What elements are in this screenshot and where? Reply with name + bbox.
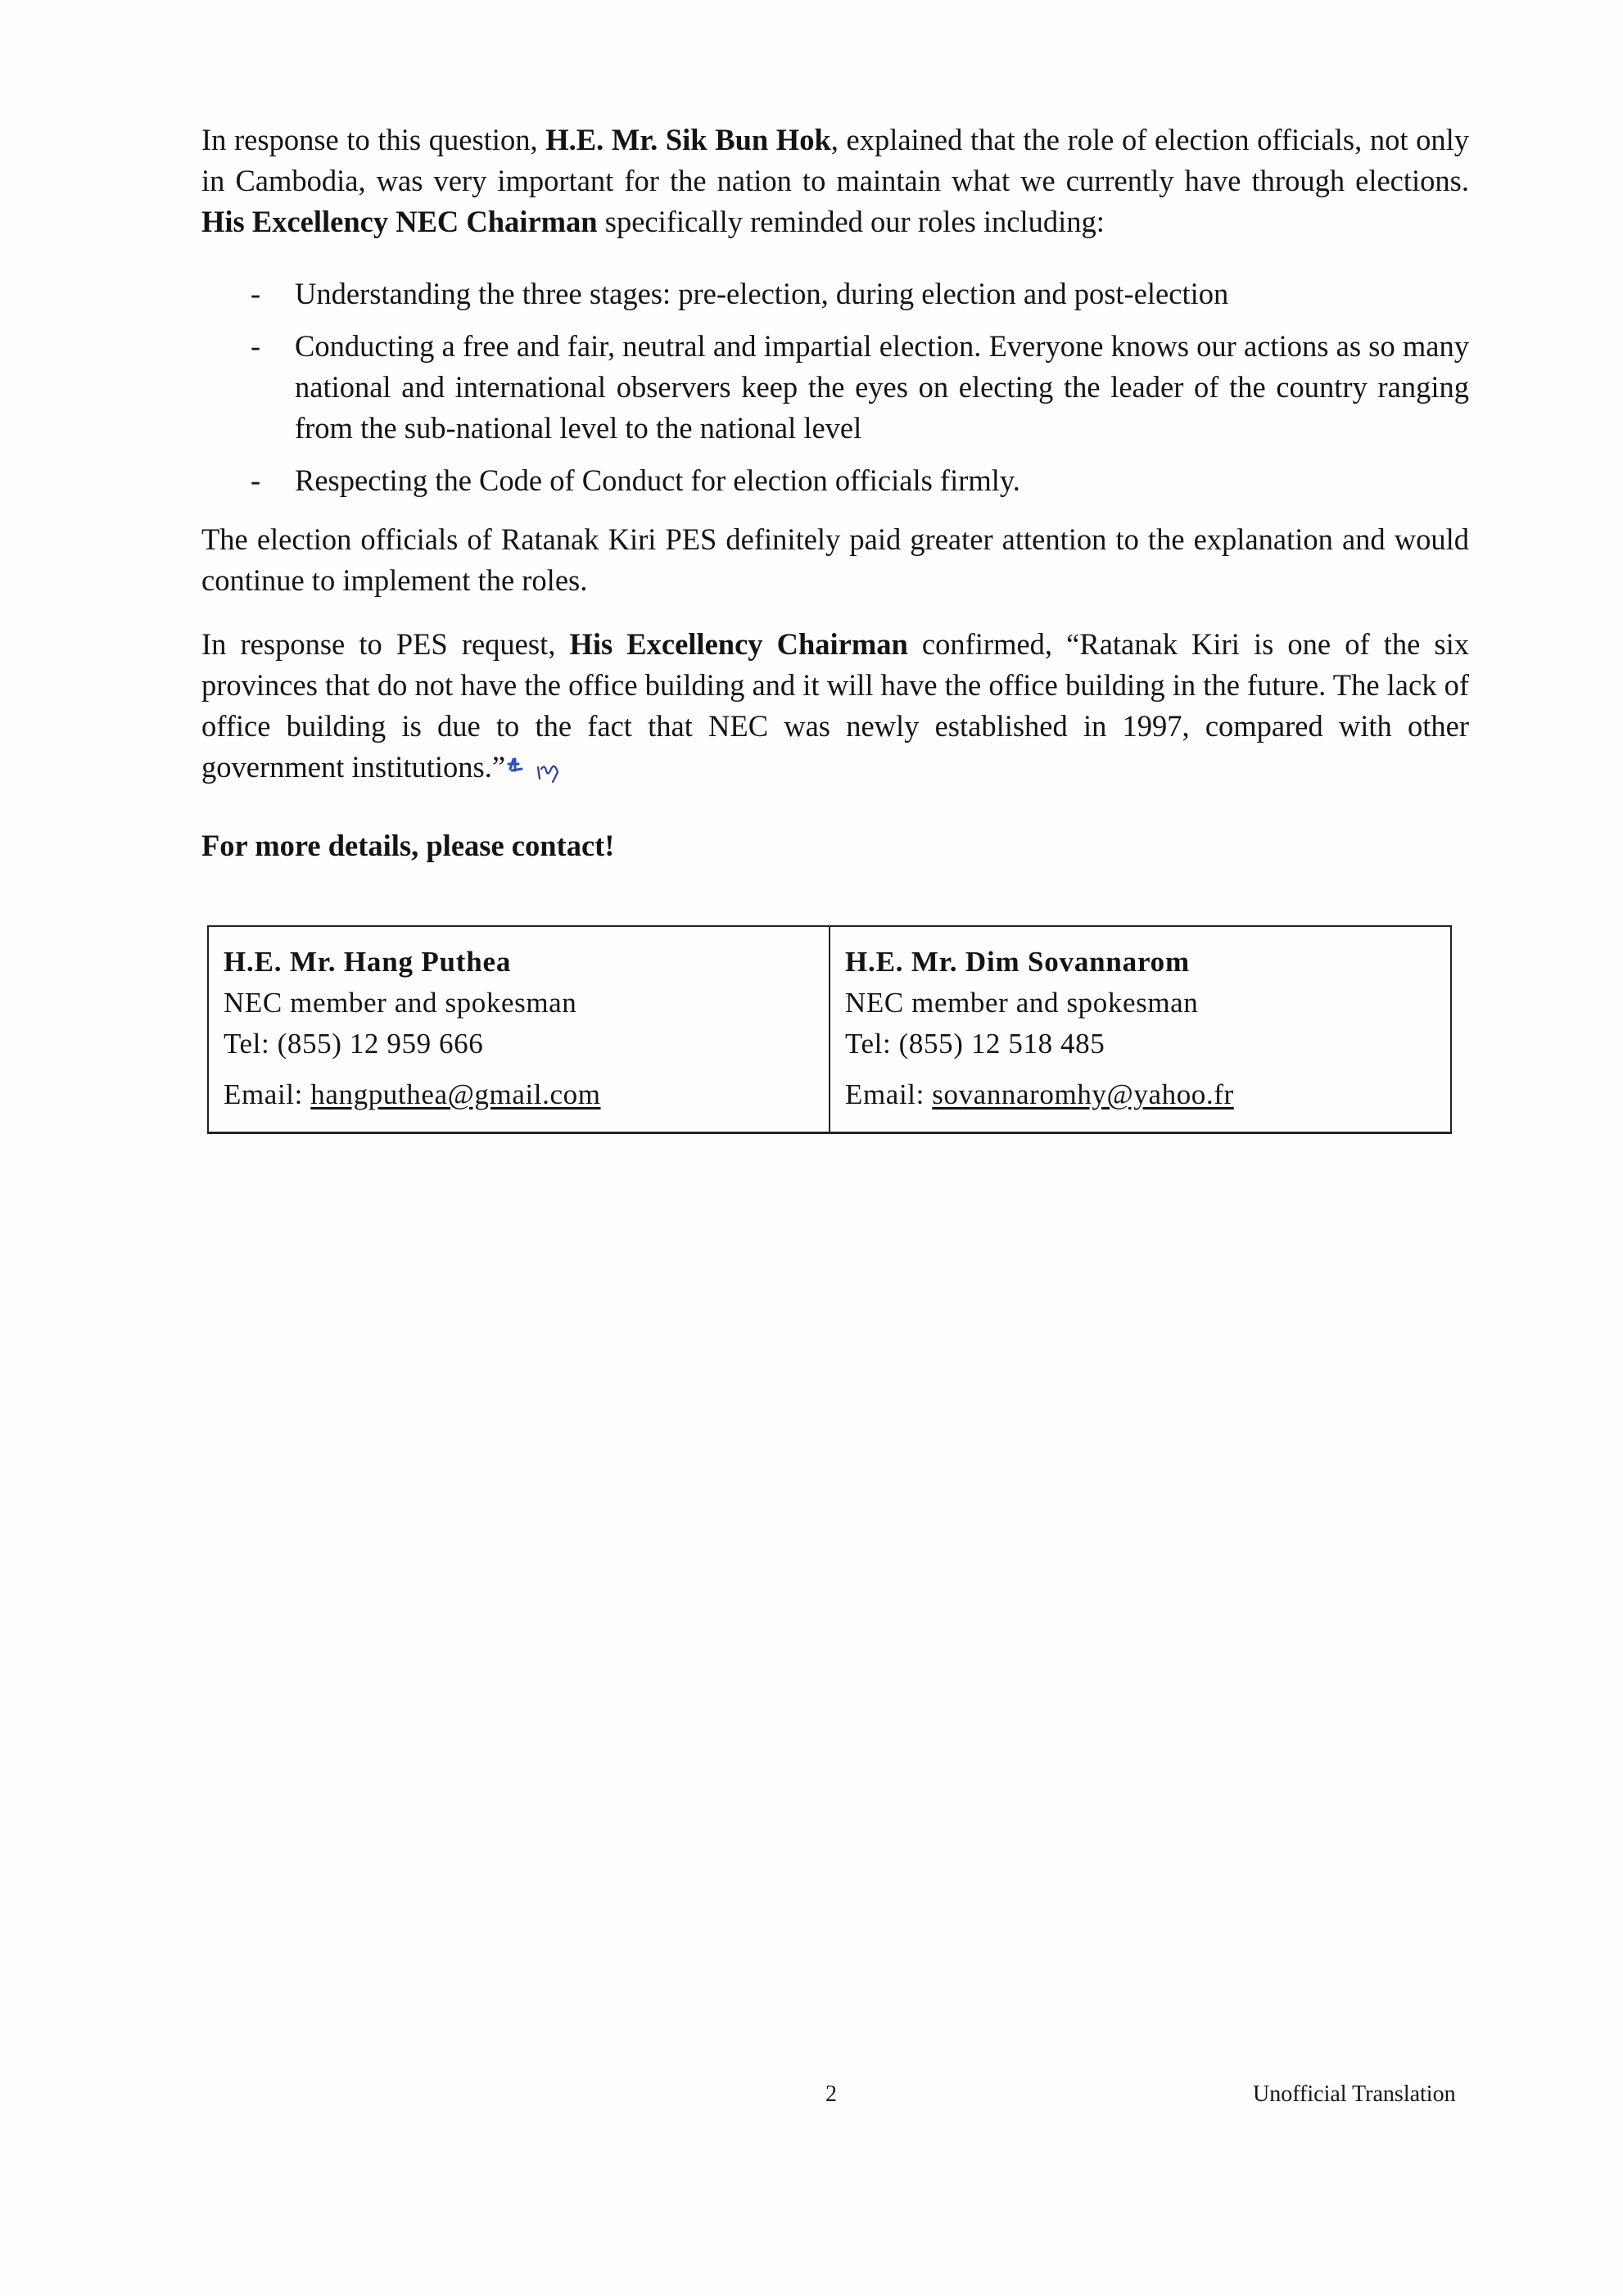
list-item (201, 326, 1469, 449)
confirmation-paragraph (201, 624, 1469, 788)
contact-role: NEC member and spokesman (224, 987, 577, 1019)
intro-paragraph (201, 120, 1469, 242)
contact-phone: Tel: (855) 12 518 485 (845, 1028, 1105, 1060)
contact-phone: Tel: (855) 12 959 666 (224, 1028, 484, 1060)
contact-name: H.E. Mr. Dim Sovannarom (845, 946, 1190, 978)
contact-role: NEC member and spokesman (845, 987, 1199, 1019)
table-row (208, 926, 1451, 1133)
list-item (201, 273, 1469, 314)
list-item (201, 460, 1469, 501)
confirmation-text: In response to PES request, (201, 627, 570, 661)
document-body (201, 120, 1469, 866)
contact-card (208, 926, 830, 1133)
dash-bullet: - (251, 329, 261, 363)
dash-bullet: - (251, 277, 261, 310)
email-link[interactable]: sovannaromhy@yahoo.fr (932, 1078, 1234, 1110)
contact-email (224, 1074, 814, 1115)
contact-card (830, 926, 1451, 1133)
intro-text: In response to this question, (201, 123, 546, 156)
handwritten-initials-icon (505, 753, 571, 785)
role-text: Conducting a free and fair, neutral and impartial election. Everyone knows our actions as so many national and international observers keep the eyes on electing the leader of the country ranging from the sub-national level to the national level (295, 329, 1469, 445)
email-link[interactable]: hangputhea@gmail.com (310, 1078, 601, 1110)
chairman-title: His Excellency Chairman (569, 627, 908, 661)
translation-note: Unofficial Translation (1253, 2081, 1456, 2107)
contacts-table (207, 925, 1452, 1134)
contact-name: H.E. Mr. Hang Puthea (224, 946, 512, 978)
attention-paragraph: The election officials of Ratanak Kiri PES definitely paid greater attention to the explanation and would continue to implement the roles. (201, 522, 1469, 597)
contact-email (845, 1074, 1435, 1115)
email-label: Email: (845, 1078, 933, 1110)
intro-text: , explained that the role of election officials, not only in Cambodia, was very important for the nation to maintain what we currently have through elections. (201, 123, 1469, 197)
dash-bullet: - (251, 463, 261, 497)
page-number: 2 (825, 2081, 837, 2107)
role-text: Understanding the three stages: pre-election, during election and post-election (295, 277, 1229, 310)
roles-list (201, 273, 1469, 501)
contact-heading: For more details, please contact! (201, 829, 615, 862)
intro-text: specifically reminded our roles including: (597, 205, 1105, 238)
role-text: Respecting the Code of Conduct for election officials firmly. (295, 463, 1020, 497)
email-label: Email: (224, 1078, 311, 1110)
chairman-title: His Excellency NEC Chairman (201, 205, 598, 238)
confirmation-text: confirmed, “Ratanak Kiri is one of the six provinces that do not have the office building and it will have the office building in the future. The lack of office building is due to the fact that NEC was newly established in 1997, compared with other government institutions.” (201, 627, 1469, 784)
speaker-name: H.E. Mr. Sik Bun Hok (545, 123, 831, 156)
